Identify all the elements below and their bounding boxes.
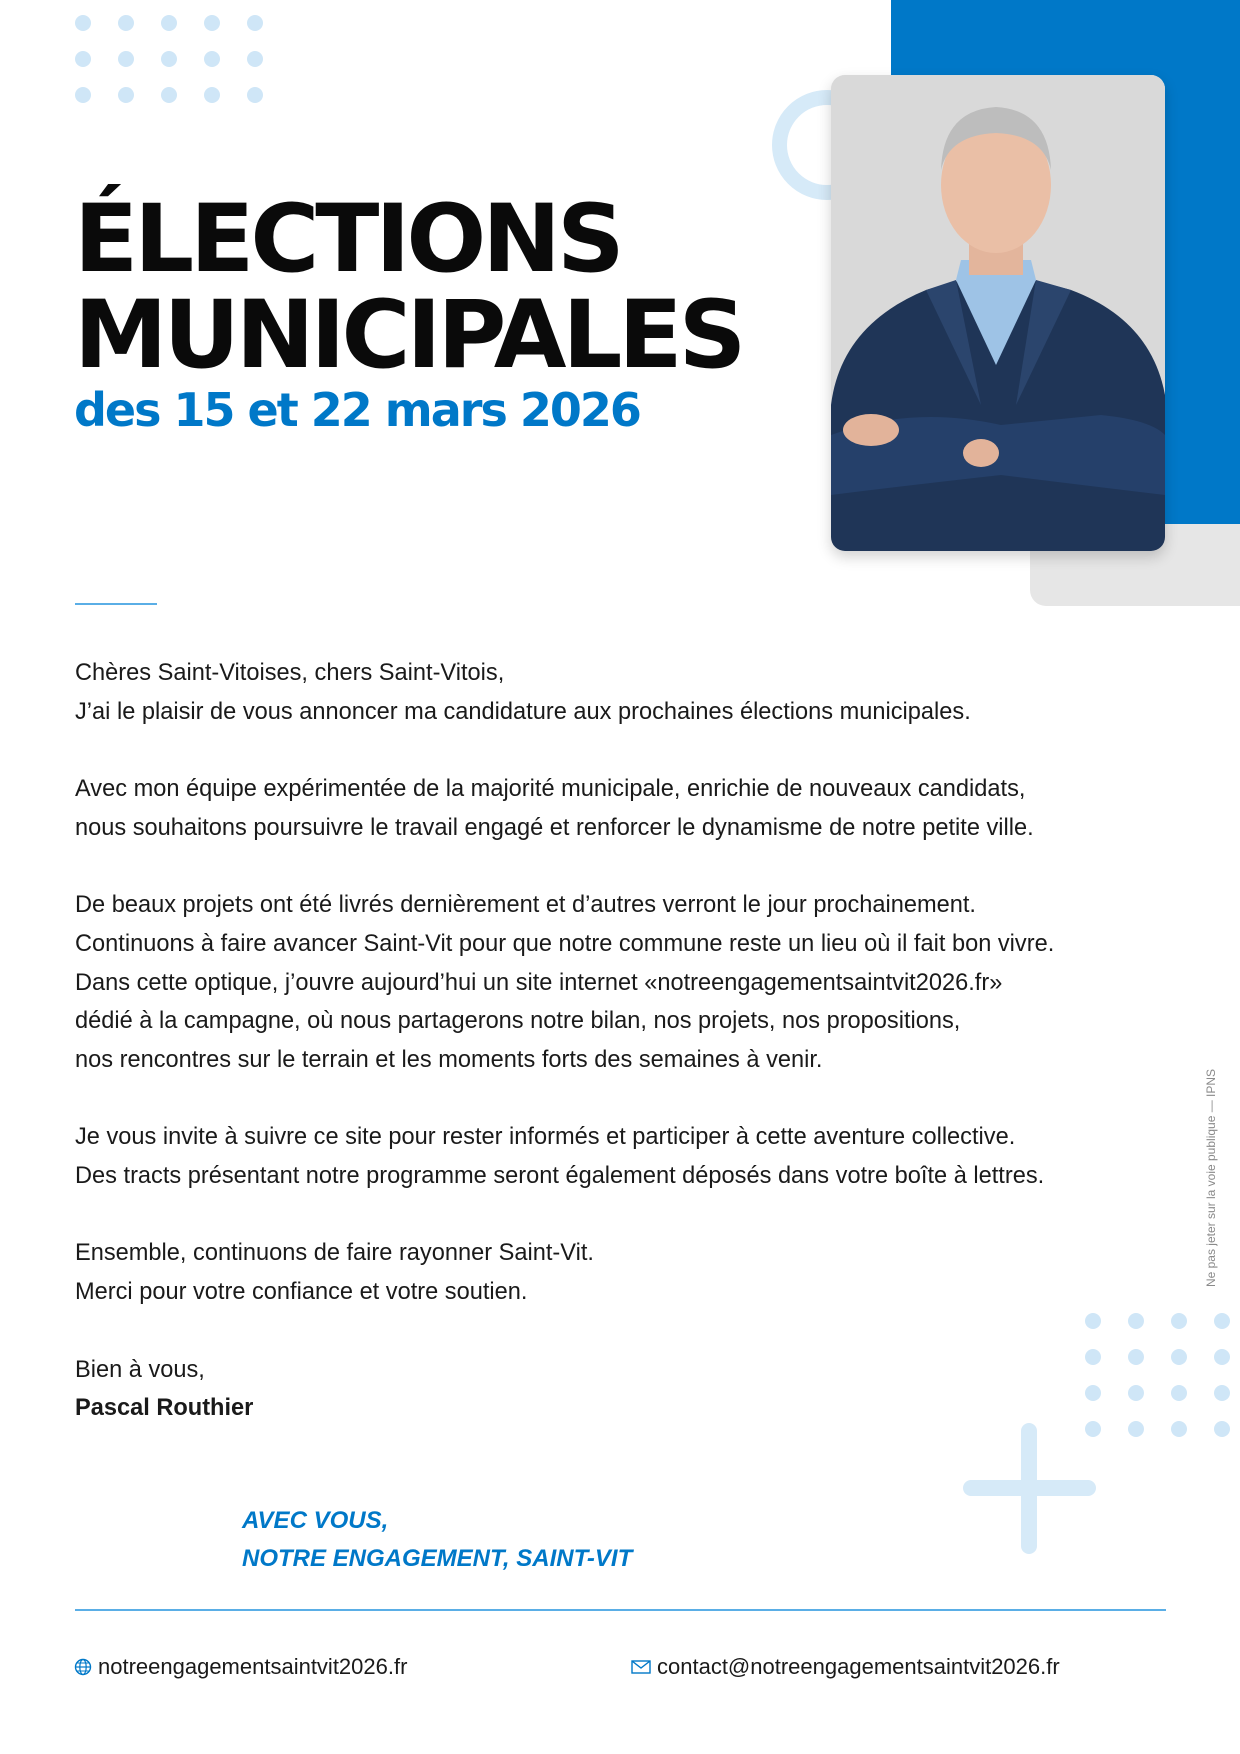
divider-short <box>75 603 157 605</box>
letter-closing: Bien à vous, <box>75 1356 205 1383</box>
letter-line: dédié à la campagne, où nous partagerons notre bilan, nos projets, nos propositions, <box>75 1008 961 1035</box>
letter-line: De beaux projets ont été livrés dernièrement et d’autres verront le jour prochainement. <box>75 892 976 919</box>
candidate-portrait-photo <box>831 75 1165 551</box>
letter-paragraph-greeting <box>75 654 1175 731</box>
letter-body <box>75 654 1175 1467</box>
letter-line: Des tracts présentant notre programme seront également déposés dans votre boîte à lettres. <box>75 1163 1045 1190</box>
decorative-plus-horizontal <box>963 1480 1096 1496</box>
letter-line: Dans cette optique, j’ouvre aujourd’hui un site internet «notreengagementsaintvit2026.fr» <box>75 969 1003 996</box>
slogan-line-1: AVEC VOUS, <box>242 1507 389 1534</box>
envelope-icon <box>631 1659 651 1675</box>
letter-sign-off <box>75 1351 1175 1428</box>
campaign-slogan <box>242 1502 632 1578</box>
legal-side-note: Ne pas jeter sur la voie publique — IPNS <box>1204 1068 1218 1288</box>
letter-line: Merci pour votre confiance et votre soutien. <box>75 1279 528 1306</box>
decorative-dot-grid-top <box>75 15 263 103</box>
letter-line: Avec mon équipe expérimentée de la majorité municipale, enrichie de nouveaux candidats, <box>75 776 1026 803</box>
letter-paragraph-team <box>75 770 1175 847</box>
globe-icon <box>74 1658 92 1676</box>
page-title <box>74 185 743 390</box>
footer-website[interactable] <box>74 1654 407 1680</box>
signature-name: Pascal Routhier <box>75 1395 254 1422</box>
letter-paragraph-invitation <box>75 1118 1175 1195</box>
letter-line: Ensemble, continuons de faire rayonner Saint-Vit. <box>75 1240 594 1267</box>
title-line-1: ÉLECTIONS <box>74 185 621 294</box>
letter-line: Je vous invite à suivre ce site pour rester informés et participer à cette aventure collective. <box>75 1124 1016 1151</box>
letter-line: nos rencontres sur le terrain et les moments forts des semaines à venir. <box>75 1047 823 1073</box>
slogan-line-2: NOTRE ENGAGEMENT, SAINT-VIT <box>242 1545 633 1572</box>
letter-line: Continuons à faire avancer Saint-Vit pour que notre commune reste un lieu où il fait bon vivre. <box>75 930 1055 957</box>
decorative-dot-grid-bottom <box>1085 1313 1230 1437</box>
election-dates-subtitle: des 15 et 22 mars 2026 <box>74 383 640 437</box>
website-link[interactable]: notreengagementsaintvit2026.fr <box>98 1654 408 1679</box>
letter-line: J’ai le plaisir de vous annoncer ma candidature aux prochaines élections municipales. <box>75 698 971 725</box>
letter-paragraph-projects <box>75 886 1175 1080</box>
letter-paragraph-thanks <box>75 1234 1175 1311</box>
letter-line: nous souhaitons poursuivre le travail engagé et renforcer le dynamisme de notre petite ville. <box>75 814 1034 841</box>
letter-line: Chères Saint-Vitoises, chers Saint-Vitois, <box>75 660 505 686</box>
email-link[interactable]: contact@notreengagementsaintvit2026.fr <box>657 1654 1060 1679</box>
footer-divider <box>75 1609 1166 1611</box>
title-line-2: MUNICIPALES <box>74 281 743 390</box>
footer-email[interactable] <box>631 1654 1060 1680</box>
